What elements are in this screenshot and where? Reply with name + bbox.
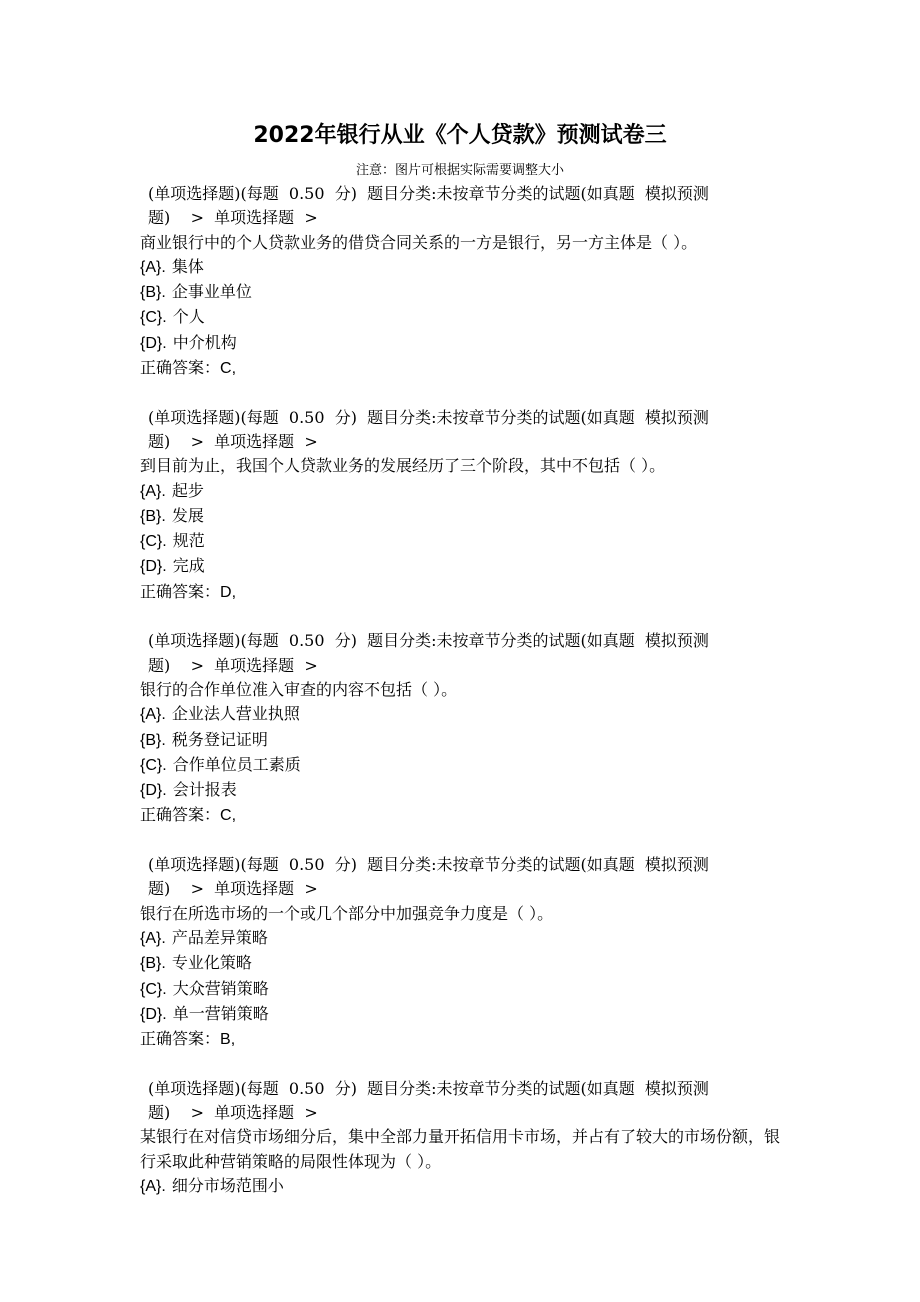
- option-letter: {B}.: [140, 731, 166, 749]
- option-c: [140, 529, 790, 554]
- question-stem: 到目前为止，我国个人贷款业务的发展经历了三个阶段，其中不包括（ ）。: [140, 456, 666, 476]
- option-text: 规范: [172, 531, 205, 551]
- question-5: [140, 1077, 790, 1199]
- option-b: [140, 280, 790, 305]
- answer-value: D,: [220, 583, 237, 601]
- option-text: 个人: [172, 307, 205, 327]
- option-c: [140, 753, 790, 778]
- option-c: [140, 977, 790, 1002]
- document-note: 注意：图片可根据实际需要调整大小: [355, 163, 564, 178]
- option-b: [140, 728, 790, 753]
- option-c: [140, 305, 790, 330]
- answer-label: 正确答案：: [140, 805, 221, 825]
- option-letter: {A}.: [140, 258, 166, 276]
- option-b: [140, 504, 790, 529]
- answer-line: [140, 580, 790, 605]
- answer-line: [140, 1027, 790, 1052]
- question-header: [140, 406, 790, 455]
- question-stem: 某银行在对信贷市场细分后，集中全部力量开拓信用卡市场，并占有了较大的市场份额，银行采取此种营销策略的局限性体现为（ ）。: [140, 1127, 781, 1171]
- question-header: [140, 1077, 790, 1126]
- question-header-line-2: 题) > 单项选择题 >: [148, 431, 318, 451]
- option-text: 企业法人营业执照: [171, 704, 300, 724]
- option-text: 完成: [172, 556, 205, 576]
- question-header-line-1: (单项选择题)(每题 0.50 分) 题目分类:未按章节分类的试题(如真题 模拟预测: [148, 407, 709, 427]
- question-header-line-1: (单项选择题)(每题 0.50 分) 题目分类:未按章节分类的试题(如真题 模拟预测: [148, 184, 709, 203]
- option-b: [140, 951, 790, 976]
- option-a: [140, 1174, 790, 1199]
- option-letter: {A}.: [140, 1177, 166, 1195]
- option-letter: {A}.: [140, 482, 166, 500]
- answer-value: C,: [220, 807, 237, 825]
- option-letter: {D}.: [140, 1005, 167, 1023]
- option-letter: {C}.: [140, 980, 167, 998]
- question-header-line-2: 题) > 单项选择题 >: [148, 655, 318, 675]
- question-header-line-2: 题) > 单项选择题 >: [148, 879, 318, 899]
- option-text: 大众营销策略: [172, 978, 269, 998]
- answer-label: 正确答案：: [140, 581, 221, 601]
- question-header-line-1: (单项选择题)(每题 0.50 分) 题目分类:未按章节分类的试题(如真题 模拟预测: [148, 855, 709, 875]
- option-text: 中介机构: [172, 332, 237, 352]
- question-header-line-1: (单项选择题)(每题 0.50 分) 题目分类:未按章节分类的试题(如真题 模拟预测: [148, 1078, 709, 1098]
- option-d: [140, 1002, 790, 1027]
- option-text: 发展: [171, 505, 204, 525]
- option-letter: {C}.: [140, 756, 167, 774]
- option-d: [140, 331, 790, 356]
- option-letter: {C}.: [140, 533, 167, 551]
- option-text: 合作单位员工素质: [172, 754, 301, 774]
- option-d: [140, 778, 790, 803]
- answer-value: C,: [220, 360, 237, 378]
- question-1: [140, 182, 790, 381]
- document-title: 2022年银行从业《个人贷款》预测试卷三: [253, 123, 667, 148]
- option-letter: {A}.: [140, 706, 166, 724]
- option-letter: {D}.: [140, 334, 167, 352]
- question-header: [140, 853, 790, 902]
- question-header-line-2: 题) > 单项选择题 >: [148, 208, 318, 228]
- option-letter: {B}.: [140, 284, 166, 302]
- option-letter: {B}.: [140, 955, 166, 973]
- option-text: 起步: [171, 480, 204, 500]
- question-3: [140, 629, 790, 828]
- answer-line: [140, 356, 790, 381]
- question-header-line-1: (单项选择题)(每题 0.50 分) 题目分类:未按章节分类的试题(如真题 模拟预测: [148, 631, 709, 651]
- option-d: [140, 554, 790, 579]
- question-header: [140, 629, 790, 678]
- answer-label: 正确答案：: [140, 358, 221, 378]
- option-text: 企事业单位: [171, 282, 252, 302]
- option-a: [140, 702, 790, 727]
- question-2: [140, 406, 790, 605]
- option-letter: {B}.: [140, 507, 166, 525]
- option-text: 集体: [171, 256, 204, 276]
- option-text: 专业化策略: [171, 953, 252, 973]
- option-letter: {D}.: [140, 782, 167, 800]
- question-stem: 银行的合作单位准入审查的内容不包括（ ）。: [140, 679, 458, 699]
- option-letter: {A}.: [140, 929, 166, 947]
- question-list: [140, 182, 790, 1223]
- option-letter: {D}.: [140, 558, 167, 576]
- option-letter: {C}.: [140, 309, 167, 327]
- question-4: [140, 853, 790, 1052]
- option-text: 细分市场范围小: [171, 1175, 284, 1195]
- option-text: 单一营销策略: [172, 1003, 269, 1023]
- option-text: 税务登记证明: [171, 729, 268, 749]
- option-a: [140, 255, 790, 280]
- answer-value: B,: [220, 1031, 236, 1049]
- answer-label: 正确答案：: [140, 1029, 221, 1049]
- question-header: [140, 182, 790, 231]
- option-a: [140, 926, 790, 951]
- option-text: 会计报表: [172, 780, 237, 800]
- question-header-line-2: 题) > 单项选择题 >: [148, 1102, 318, 1122]
- option-text: 产品差异策略: [171, 927, 268, 947]
- option-a: [140, 479, 790, 504]
- answer-line: [140, 803, 790, 828]
- question-stem: 银行在所选市场的一个或几个部分中加强竞争力度是（ ）。: [140, 903, 554, 923]
- question-stem: 商业银行中的个人贷款业务的借贷合同关系的一方是银行，另一方主体是（ ）。: [140, 232, 698, 252]
